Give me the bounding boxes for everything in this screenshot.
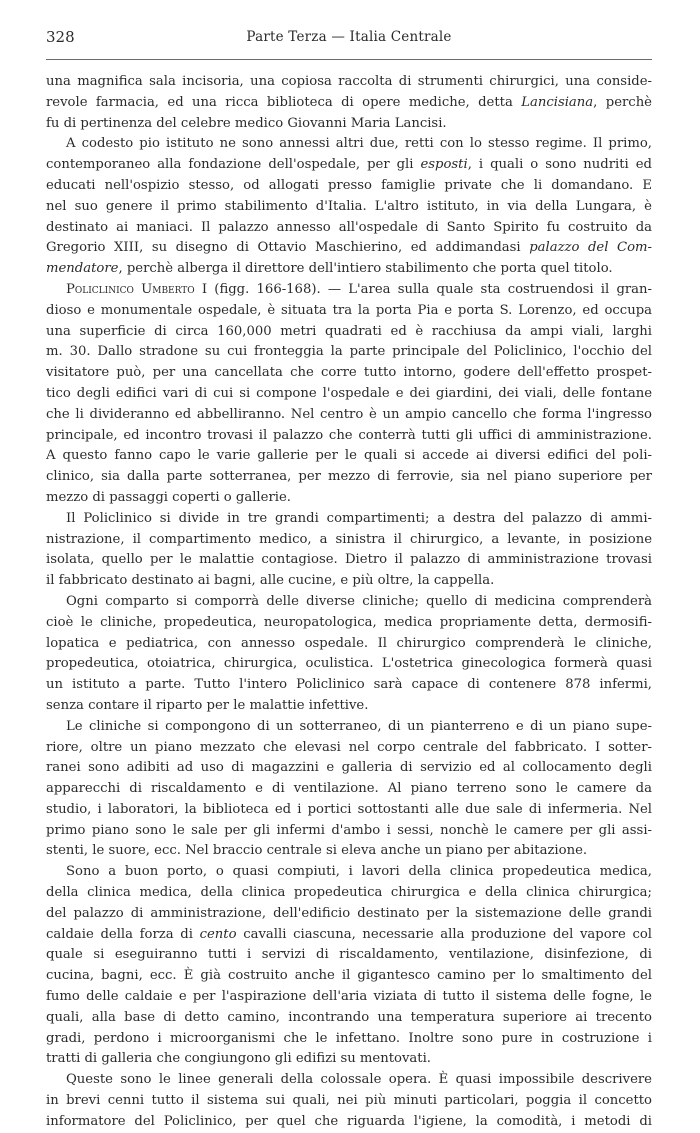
header-rule: [46, 59, 652, 60]
text-line: cucina, bagni, ecc. È già costruito anche il gigantesco camino per lo smaltimento del: [46, 968, 652, 984]
text-line: Sono a buon porto, o quasi compiuti, i lavori della clinica propedeutica medica,: [66, 864, 652, 880]
text-line: Le cliniche si compongono di un sotterraneo, di un pianterreno e di un piano supe-: [66, 718, 652, 734]
text-line: m. 30. Dallo stradone su cui fronteggia la parte principale del Policlinico, l'occhio del: [46, 344, 652, 360]
text-line: una superficie di circa 160,000 metri quadrati ed è racchiusa da ampi viali, larghi: [46, 323, 652, 339]
text-line: Queste sono le linee generali della colossale opera. È quasi impossibile descrivere: [66, 1072, 652, 1088]
text-line: una magnifica sala incisoria, una copiosa raccolta di strumenti chirurgici, una conside-: [46, 74, 652, 89]
text-line: Il Policlinico si divide in tre grandi compartimenti; a destra del palazzo di ammi-: [66, 510, 652, 526]
text-line: visitatore può, per una cancellata che corre tutto intorno, godere dell'effetto prospet-: [46, 365, 652, 381]
page-number: 328: [46, 28, 75, 46]
text-line: Policlinico Umberto I (figg. 166-168). — L'area sulla quale sta costruendosi il gran-: [66, 281, 652, 297]
text-line: tratti di galleria che congiungono gli edifizi su mentovati.: [46, 1051, 431, 1067]
text-line: nel suo genere il primo stabilimento d'Italia. L'altro istituto, in via della Lungara, è: [46, 198, 652, 214]
text-line: Ogni comparto si comporrà delle diverse cliniche; quello di medicina comprenderà: [66, 593, 652, 609]
text-line: ranei sono adibiti ad uso di magazzini e galleria di servizio ed al collocamento degli: [46, 760, 652, 776]
text-line: il fabbricato destinato ai bagni, alle cucine, e più oltre, la cappella.: [46, 573, 495, 589]
text-line: cioè le cliniche, propedeutica, neuropatologica, medica propriamente detta, dermosifi-: [46, 614, 652, 630]
paragraph: [46, 72, 652, 134]
text-line: contemporaneo alla fondazione dell'ospedale, per gli esposti, i quali o sono nudriti ed: [46, 157, 652, 173]
text-line: A codesto pio istituto ne sono annessi altri due, retti con lo stesso regime. Il primo,: [66, 136, 652, 152]
text-line: destinato ai maniaci. Il palazzo annesso all'ospedale di Santo Spirito fu costruito da: [46, 219, 652, 235]
text-line: fumo delle caldaie e per l'aspirazione dell'aria viziata di tutto il sistema delle fogne, le: [46, 989, 652, 1005]
text-line: nistrazione, il compartimento medico, a sinistra il chirurgico, a levante, in posizione: [46, 531, 652, 547]
text-line: riore, oltre un piano mezzato che elevasi nel corpo centrale del fabbricato. I sotter-: [46, 739, 652, 755]
running-header: [46, 28, 652, 50]
text-line: A questo fanno capo le varie gallerie per le quali si accede ai diversi edifici del poli-: [46, 448, 652, 464]
page-body: [46, 72, 652, 1133]
text-line: propedeutica, otoiatrica, chirurgica, oculistica. L'ostetrica ginecologica formerà quasi: [46, 656, 652, 672]
text-line: un istituto a parte. Tutto l'intero Policlinico sarà capace di contenere 878 infermi,: [46, 677, 652, 693]
paragraph: [46, 134, 652, 280]
paragraph: [46, 1070, 652, 1132]
paragraph: [46, 862, 652, 1070]
text-line: principale, ed incontro trovasi il palazzo che conterrà tutti gli uffici di amministrazione.: [46, 427, 652, 443]
text-line: che li divideranno ed abbelliranno. Nel centro è un ampio cancello che forma l'ingresso: [46, 406, 652, 422]
text-line: mendatore, perchè alberga il direttore dell'intiero stabilimento che porta quel titolo.: [46, 261, 613, 277]
text-line: clinico, sia dalla parte sotterranea, per mezzo di ferrovie, sia nel piano superiore per: [46, 469, 652, 485]
text-line: senza contare il riparto per le malattie infettive.: [46, 697, 369, 713]
text-line: studio, i laboratori, la biblioteca ed i portici sottostanti alle due sale di infermeria. Nel: [46, 801, 652, 817]
text-line: quali, alla base di detto camino, incontrando una temperatura superiore ai trecento: [46, 1009, 652, 1025]
text-line: gradi, perdono i microorganismi che le infettano. Inoltre sono pure in costruzione i: [46, 1030, 652, 1046]
text-line: mezzo di passaggi coperti o gallerie.: [46, 489, 291, 505]
text-line: stenti, le suore, ecc. Nel braccio centrale si eleva anche un piano per abitazione.: [46, 843, 588, 859]
text-line: educati nell'ospizio stesso, od allogati presso famiglie private che li domandano. E: [46, 177, 652, 193]
text-line: del palazzo di amministrazione, dell'edificio destinato per la sistemazione delle grandi: [46, 905, 652, 921]
text-line: della clinica medica, della clinica propedeutica chirurgica e della clinica chirurgica;: [46, 885, 652, 901]
paragraph: [46, 509, 652, 592]
text-line: fu di pertinenza del celebre medico Giovanni Maria Lancisi.: [46, 115, 447, 131]
paragraph: [46, 280, 652, 509]
text-line: revole farmacia, ed una ricca biblioteca di opere mediche, detta Lancisiana, perchè: [46, 94, 652, 110]
text-line: dioso e monumentale ospedale, è situata tra la porta Pia e porta S. Lorenzo, ed occupa: [46, 302, 652, 318]
paragraph: [46, 592, 652, 717]
text-line: primo piano sono le sale per gli infermi d'ambo i sessi, nonchè le camere per gli assi-: [46, 822, 652, 838]
text-line: apparecchi di riscaldamento e di ventilazione. Al piano terreno sono le camere da: [46, 781, 652, 797]
text-line: caldaie della forza di cento cavalli ciascuna, necessarie alla produzione del vapore col: [46, 926, 652, 942]
text-line: lopatica e pediatrica, con annesso ospedale. Il chirurgico comprenderà le cliniche,: [46, 635, 652, 651]
text-line: quale si eseguiranno tutti i servizi di riscaldamento, ventilazione, disinfezione, di: [46, 947, 652, 963]
text-line: isolata, quello per le malattie contagiose. Dietro il palazzo di amministrazione trovasi: [46, 552, 652, 568]
paragraph: [46, 717, 652, 863]
running-title: Parte Terza — Italia Centrale: [246, 29, 452, 45]
text-line: in brevi cenni tutto il sistema sui quali, nei più minuti particolari, poggia il concetto: [46, 1093, 652, 1109]
text-line: informatore del Policlinico, per quel che riguarda l'igiene, la comodità, i metodi di: [46, 1113, 652, 1129]
text-line: tico degli edifici vari di cui si compone l'ospedale e dei giardini, dei viali, delle fontane: [46, 385, 652, 401]
text-line: Gregorio XIII, su disegno di Ottavio Maschierino, ed addimandasi palazzo del Com-: [46, 240, 652, 256]
